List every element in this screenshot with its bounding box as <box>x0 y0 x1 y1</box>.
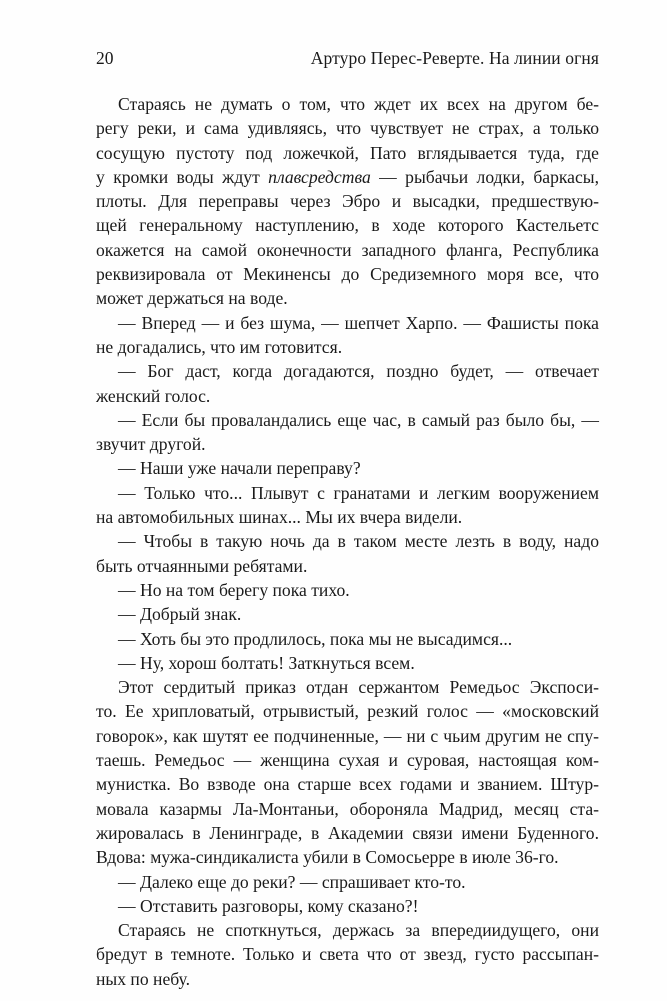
text-line: — Добрый знак. <box>118 604 242 625</box>
text-line: сосущую пустоту под ложечкой, Пато вглядывается туда, где <box>96 142 599 163</box>
text-line: бредут в темноте. Только и света что от звезд, густо рассыпан- <box>96 944 599 965</box>
text-line: — Только что... Плывут с гранатами и легким вооружением <box>118 482 599 503</box>
text-line: мовала казармы Ла-Монтаньи, обороняла Мадрид, месяц ста- <box>96 798 599 819</box>
text-line: Этот сердитый приказ отдан сержантом Ремедьос Экспоси- <box>118 677 599 698</box>
text-line: говорок», как шутят ее подчиненные, — ни с чьим другим не спу- <box>96 725 599 746</box>
text-line: щей генеральному наступлению, в ходе которого Кастельетс <box>96 215 599 236</box>
text-line: Стараясь не думать о том, что ждет их всех на другом бе- <box>118 94 599 114</box>
running-header <box>96 46 599 70</box>
text-line: может держаться на воде. <box>96 288 288 309</box>
text-line: — Наши уже начали переправу? <box>118 458 361 479</box>
text-line: — Далеко еще до реки? — спрашивает кто-то. <box>118 871 466 892</box>
text-line: регу реки, и сама удивляясь, что чувствует не страх, а только <box>96 118 599 139</box>
text-line: — Отставить разговоры, кому сказано?! <box>118 895 419 916</box>
text-run: у кромки воды ждут <box>96 166 269 187</box>
text-line: — Хоть бы это продлилось, пока мы не высадимся... <box>118 628 513 649</box>
text-line: быть отчаянными ребятами. <box>96 555 308 576</box>
text-line: звучит другой. <box>96 434 206 455</box>
book-title: Артуро Перес-Реверте. На линии огня <box>310 48 599 68</box>
text-line: таешь. Ремедьос — женщина сухая и суровая, настоящая ком- <box>96 750 599 771</box>
text-line: на автомобильных шинах... Мы их вчера видели. <box>96 507 463 528</box>
body-text <box>96 92 599 991</box>
text-line <box>96 165 599 189</box>
text-line: — Ну, хорош болтать! Заткнуться всем. <box>118 652 415 673</box>
text-line: Вдова: мужа-синдикалиста убили в Сомосьерре в июле 36-го. <box>96 847 559 868</box>
text-line: плоты. Для переправы через Эбро и высадки, предшествую- <box>96 191 599 212</box>
text-line: — Чтобы в такую ночь да в таком месте лезть в воду, надо <box>118 531 599 552</box>
italic-term: плавсредства <box>268 166 371 187</box>
text-line: — Но на том берегу пока тихо. <box>118 579 350 600</box>
text-line: женский голос. <box>96 385 211 406</box>
page-number: 20 <box>96 48 114 68</box>
text-run: — рыбачьи лодки, баркасы, <box>370 166 599 187</box>
text-line: Стараясь не споткнуться, держась за впередиидущего, они <box>118 920 599 941</box>
text-line: то. Ее хрипловатый, отрывистый, резкий голос — «московский <box>96 701 599 722</box>
text-line: — Вперед — и без шума, — шепчет Харпо. — Фашисты пока <box>118 312 599 333</box>
text-line: мунистка. Во взводе она старше всех годами и званием. Штур- <box>96 774 599 795</box>
text-line: реквизировала от Мекиненсы до Средиземного моря все, что <box>96 264 599 285</box>
text-line: — Если бы проваландались еще час, в самый раз было бы, — <box>118 409 599 430</box>
text-line: жировалась в Ленинграде, в Академии связи имени Буденного. <box>96 822 599 843</box>
text-line: не догадались, что им готовится. <box>96 336 343 357</box>
text-line: ных по небу. <box>96 968 190 989</box>
text-line: окажется на самой оконечности западного фланга, Республика <box>96 239 599 260</box>
text-line: — Бог даст, когда догадаются, поздно будет, — отвечает <box>118 361 599 382</box>
